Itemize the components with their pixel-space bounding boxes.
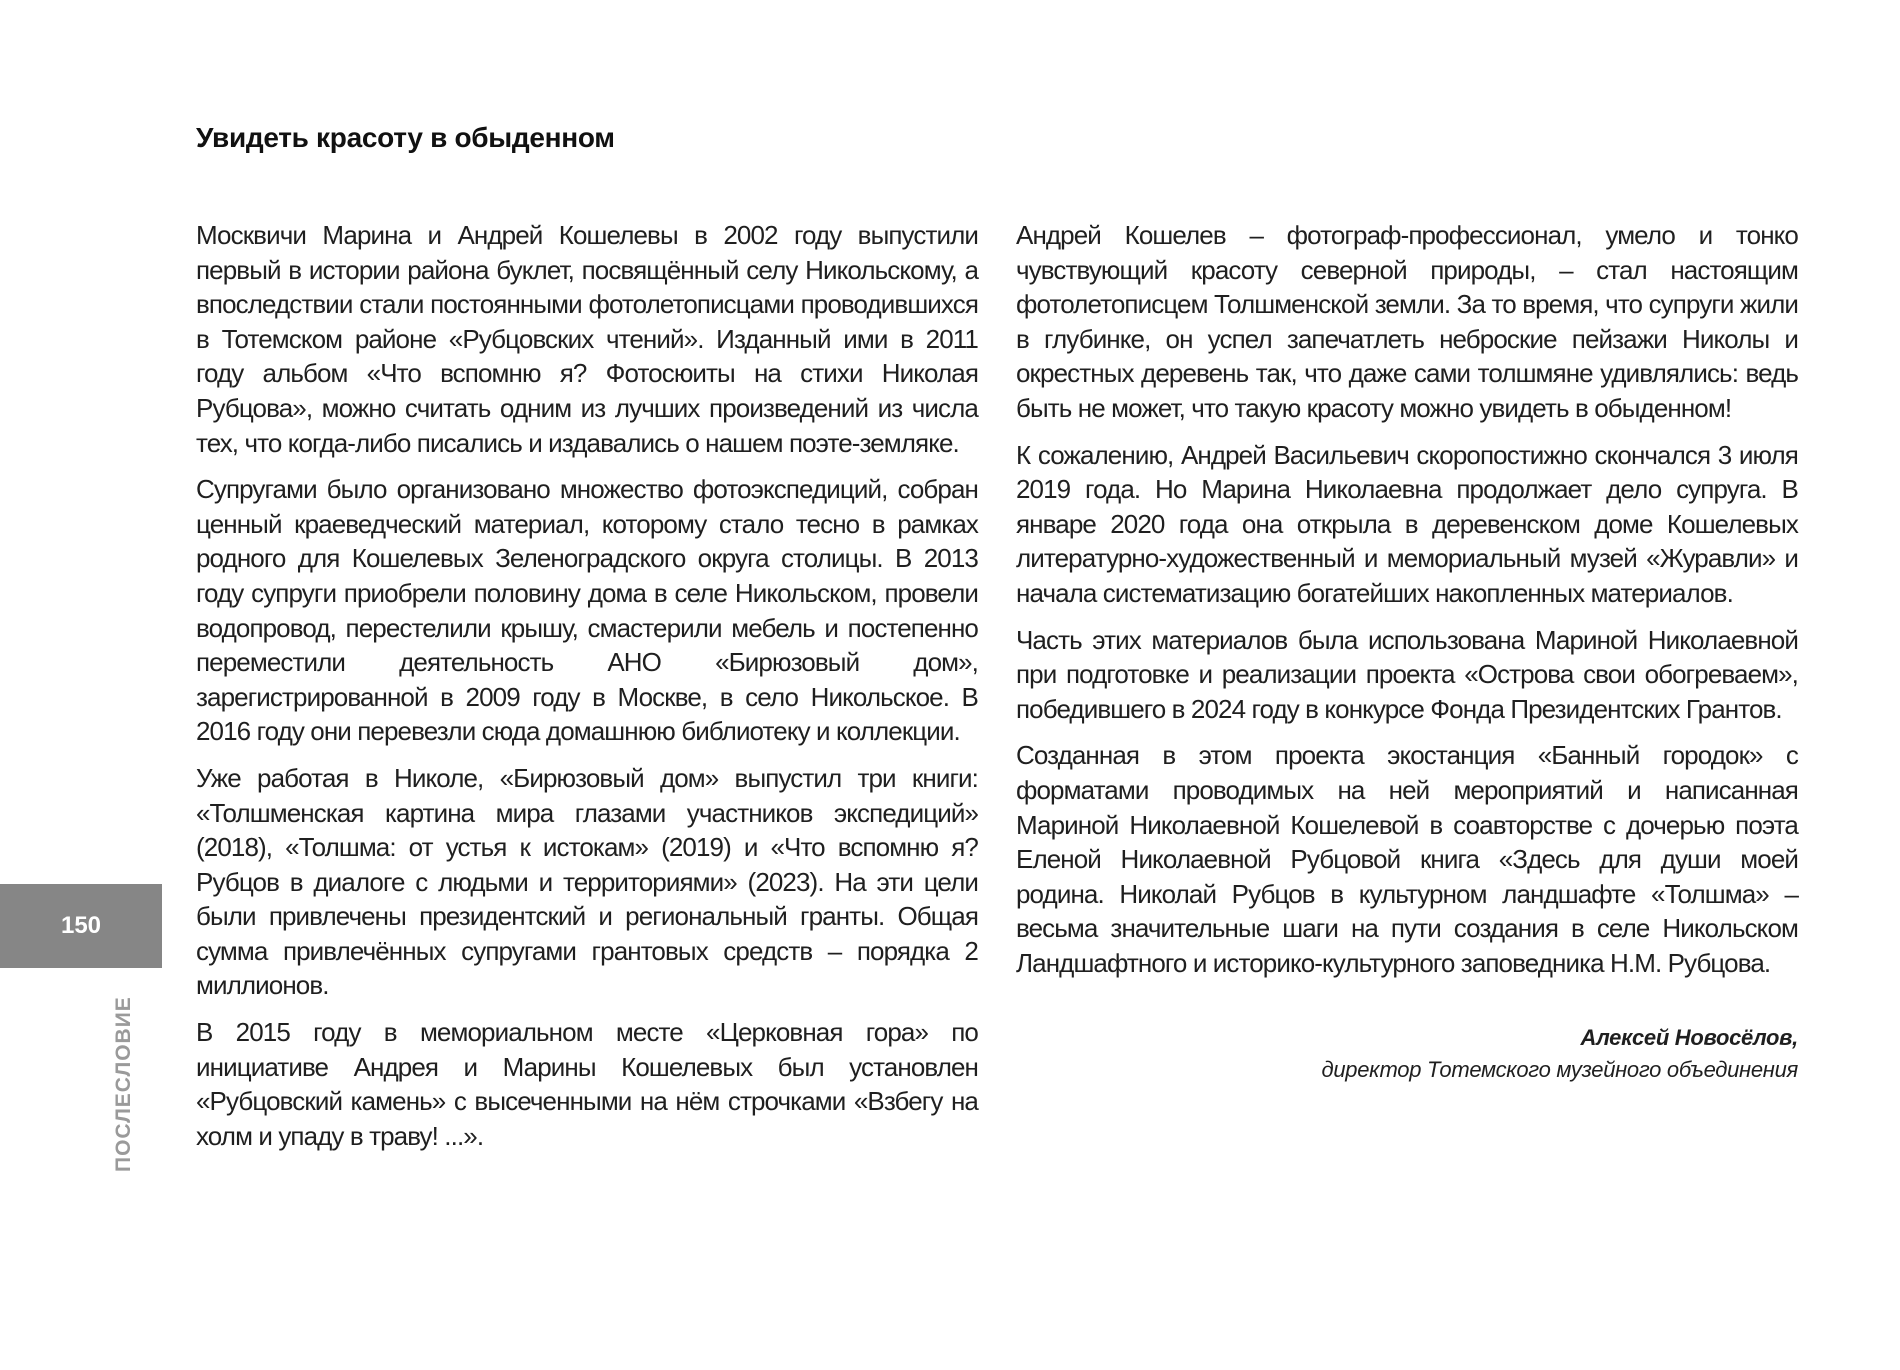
paragraph: К сожалению, Андрей Васильевич скоропостижно скончался 3 июля 2019 года. Но Марина Николаевна продолжает дело супруга. В январе 2020 года она открыла в деревенском доме Кошелевых литературно-художественный и мемориальный музей «Журавли» и начала систематизацию богатейших накопленных материалов. — [1016, 439, 1798, 608]
signature-author: Алексей Новосёлов, — [1580, 1025, 1798, 1051]
page-number-tab — [0, 884, 162, 968]
left-column — [196, 218, 978, 1165]
page-title: Увидеть красоту в обыденном — [196, 122, 615, 153]
paragraph: В 2015 году в мемориальном месте «Церковная гора» по инициативе Андрея и Марины Кошелевых был установлен «Рубцовский камень» с высеченными на нём строчками «Взбегу на холм и упаду в траву! ...». — [196, 1017, 978, 1151]
paragraph: Уже работая в Николе, «Бирюзовый дом» выпустил три книги: «Толшменская картина мира глазами участников экспедиций» (2018), «Толшма: от устья к истокам» (2019) и «Что вспомню я? Рубцов в диалоге с людьми и территориями» (2023). На эти цели были привлечены президентский и региональный гранты. Общая сумма привлечённых супругами грантовых средств – порядка 2 миллионов. — [196, 762, 978, 1001]
paragraph: Москвичи Марина и Андрей Кошелевы в 2002 году выпустили первый в истории района буклет, посвящённый селу Никольскому, а впоследствии стали постоянными фотолетописцами проводившихся в Тотемском районе «Рубцовских чтений». Изданный ими в 2011 году альбом «Что вспомню я? Фотосюиты на стихи Николая Рубцова», можно считать одним из лучших произведений из числа тех, что когда-либо писались и издавались о нашем поэте-земляке. — [196, 220, 978, 458]
right-column — [1016, 218, 1798, 1086]
paragraph: Андрей Кошелев – фотограф-профессионал, умело и тонко чувствующий красоту северной природы, – стал настоящим фотолетописцем Толшменской земли. За то время, что супруги жили в глубинке, он успел запечатлеть неброские пейзажи Николы и окрестных деревень так, что даже сами толшмяне удивлялись: ведь быть не может, что такую красоту можно увидеть в обыденном! — [1016, 220, 1798, 423]
paragraph: Созданная в этом проекта экостанция «Банный городок» с форматами проводимых на ней мероприятий и написанная Мариной Николаевной Кошелевой в соавторстве с дочерью поэта Еленой Николаевной Рубцовой книга «Здесь для души моей родина. Николай Рубцов в культурном ландшафте «Толшма» – весьма значительные шаги на пути создания в селе Никольском Ландшафтного и историко-культурного заповедника Н.М. Рубцова. — [1016, 740, 1798, 978]
page-number: 150 — [60, 912, 102, 939]
signature-position: директор Тотемского музейного объединения — [1321, 1057, 1798, 1083]
paragraph: Супругами было организовано множество фотоэкспедиций, собран ценный краеведческий материал, которому стало тесно в рамках родного для Кошелевых Зеленоградского округа столицы. В 2013 году супруги приобрели половину дома в селе Никольском, провели водопровод, перестелили крышу, смастерили мебель и постепенно переместили деятельность АНО «Бирюзовый дом», зарегистрированной в 2009 году в Москве, в село Никольское. В 2016 году они перевезли сюда домашнюю библиотеку и коллекции. — [196, 474, 978, 747]
paragraph: Часть этих материалов была использована Мариной Николаевной при подготовке и реализации проекта «Острова свои обогреваем», победившего в 2024 году в конкурсе Фонда Президентских Грантов. — [1016, 624, 1798, 724]
section-label: ПОСЛЕСЛОВИЕ — [112, 996, 135, 1172]
signature — [1016, 1022, 1798, 1086]
